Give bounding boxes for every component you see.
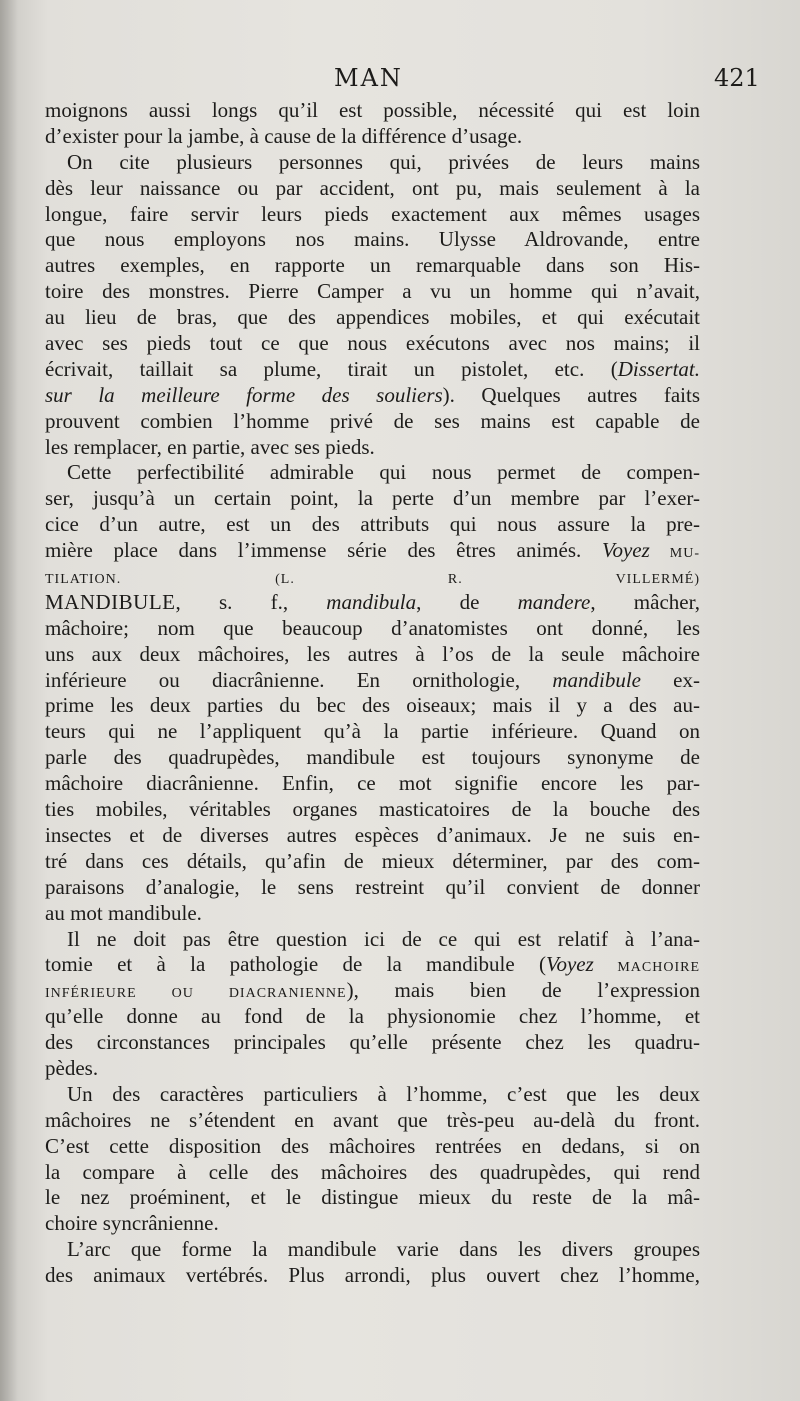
text-line — [45, 253, 700, 279]
text-line — [45, 1160, 700, 1186]
text-line — [45, 460, 700, 486]
text-segment: la compare à celle des mâchoires des quadrupèdes, qui rend — [45, 1159, 700, 1184]
running-head: MAN — [334, 64, 403, 92]
text-segment: mâchoires ne s’étendent en avant que très-peu au-delà du front. — [45, 1107, 700, 1132]
text-line — [45, 849, 700, 875]
text-segment: toire des monstres. Pierre Camper a vu un homme qui n’avait, — [45, 279, 700, 304]
text-segment: C’est cette disposition des mâchoires rentrées en dedans, si on — [45, 1133, 700, 1158]
text-line — [45, 150, 700, 176]
text-segment-italic: Dissertat. — [617, 356, 700, 381]
text-line — [45, 719, 700, 745]
text-segment: des circonstances principales qu’elle présente chez les quadru- — [45, 1030, 700, 1055]
text-line — [45, 1030, 700, 1056]
text-segment: dès leur naissance ou par accident, ont pu, mais seulement à la — [45, 175, 700, 200]
text-segment-italic: Voyez — [601, 538, 650, 563]
text-segment-italic: Voyez — [545, 952, 594, 977]
text-line — [45, 875, 700, 901]
text-line — [45, 1237, 700, 1263]
text-line — [45, 227, 700, 253]
text-line — [45, 98, 700, 124]
text-line — [45, 512, 700, 538]
text-segment: tomie et à la pathologie de la mandibule ( — [45, 952, 546, 977]
text-line — [45, 124, 700, 150]
text-line — [45, 435, 700, 461]
text-segment: que nous employons nos mains. Ulysse Aldrovande, entre — [45, 227, 700, 252]
text-line — [45, 745, 700, 771]
text-segment: , mâcher, — [590, 589, 701, 614]
text-segment-italic: mandere — [517, 589, 591, 614]
page-gutter-shadow — [0, 0, 18, 1401]
text-line — [45, 202, 700, 228]
text-segment: paraisons d’analogie, le sens restreint qu’il convient de donner — [45, 874, 700, 899]
text-segment: ties mobiles, véritables organes masticatoires de la bouche des — [45, 797, 700, 822]
text-line — [45, 901, 700, 927]
text-segment: inférieure ou diacrânienne. En ornithologie, — [45, 667, 553, 692]
text-line — [45, 1263, 700, 1289]
text-line — [45, 823, 700, 849]
text-line — [45, 279, 700, 305]
text-segment: , s. f., — [175, 589, 327, 614]
text-segment-caps: MANDIBULE — [45, 589, 176, 614]
text-segment: mâchoire diacrânienne. Enfin, ce mot signifie encore les par- — [45, 771, 700, 796]
text-segment: ). Quelques autres faits — [442, 382, 701, 407]
text-line — [45, 978, 700, 1004]
text-segment: Il ne doit pas être question ici de ce qui est relatif à l’ana- — [67, 926, 700, 951]
text-segment-italic: mandibula — [326, 589, 417, 614]
text-segment: prime les deux parties du bec des oiseaux; mais il y a des au- — [45, 693, 700, 718]
text-line — [45, 797, 700, 823]
text-line — [45, 564, 700, 590]
page-header — [0, 64, 800, 98]
text-segment: insectes et de diverses autres espèces d’animaux. Je ne suis en- — [45, 822, 700, 847]
text-segment: les remplacer, en partie, avec ses pieds. — [45, 434, 375, 459]
text-segment-italic: sur la meilleure forme des souliers — [45, 382, 443, 407]
text-segment: le nez proéminent, et le distingue mieux du reste de la mâ- — [45, 1185, 700, 1210]
text-segment: qu’elle donne au fond de la physionomie chez l’homme, et — [45, 1004, 700, 1029]
text-line — [45, 642, 700, 668]
text-line — [45, 176, 700, 202]
text-line — [45, 590, 700, 616]
page-number: 421 — [714, 64, 760, 92]
text-segment: mière place dans l’immense série des êtres animés. — [45, 538, 602, 563]
text-segment: au lieu de bras, que des appendices mobiles, et qui exécutait — [45, 305, 700, 330]
text-segment: prouvent combien l’homme privé de ses mains est capable de — [45, 408, 700, 433]
text-segment: avec ses pieds tout ce que nous exécutons avec nos mains; il — [45, 331, 700, 356]
text-line — [45, 693, 700, 719]
text-segment: autres exemples, en rapporte un remarquable dans son His- — [45, 253, 700, 278]
text-segment: On cite plusieurs personnes qui, privées de leurs mains — [67, 149, 700, 174]
text-line — [45, 771, 700, 797]
text-segment: ), mais bien de l’expression — [346, 978, 700, 1003]
text-line — [45, 668, 700, 694]
text-segment: teurs qui ne l’appliquent qu’à la partie inférieure. Quand on — [45, 719, 700, 744]
text-segment: choire syncrânienne. — [45, 1211, 219, 1236]
text-segment: Un des caractères particuliers à l’homme, c’est que les deux — [67, 1081, 700, 1106]
text-segment-smallcaps: INFÉRIEURE OU DIACRANIENNE — [45, 986, 347, 1002]
text-line — [45, 952, 700, 978]
text-segment: moignons aussi longs qu’il est possible, nécessité qui est loin — [45, 98, 700, 122]
text-line — [45, 616, 700, 642]
text-line — [45, 1108, 700, 1134]
text-line — [45, 1056, 700, 1082]
text-line — [45, 409, 700, 435]
text-line — [45, 1004, 700, 1030]
text-line — [45, 357, 700, 383]
text-segment: des animaux vertébrés. Plus arrondi, plus ouvert chez l’homme, — [45, 1263, 700, 1288]
text-segment: ex- — [640, 667, 700, 692]
text-segment: parle des quadrupèdes, mandibule est toujours synonyme de — [45, 745, 700, 770]
text-segment-smallcaps: MU- — [649, 546, 700, 562]
text-segment: cice d’un autre, est un des attributs qui nous assure la pre- — [45, 512, 700, 537]
text-segment: L’arc que forme la mandibule varie dans les divers groupes — [67, 1237, 700, 1262]
text-segment-smallcaps: TILATION. — [45, 572, 122, 588]
text-segment: mâchoire; nom que beaucoup d’anatomistes ont donné, les — [45, 615, 700, 640]
text-segment-smallcaps: (L. R. VILLERMÉ) — [275, 572, 701, 588]
text-line — [45, 927, 700, 953]
text-line — [45, 1211, 700, 1237]
text-line — [45, 305, 700, 331]
text-line — [45, 1185, 700, 1211]
text-segment: écrivait, taillait sa plume, tirait un pistolet, etc. ( — [45, 356, 618, 381]
text-line — [45, 383, 700, 409]
text-segment: au mot mandibule. — [45, 900, 202, 925]
text-segment — [121, 564, 275, 588]
text-line — [45, 1134, 700, 1160]
text-segment-italic: mandibule — [552, 667, 641, 692]
text-segment: uns aux deux mâchoires, les autres à l’os de la seule mâchoire — [45, 641, 700, 666]
text-segment: pèdes. — [45, 1055, 99, 1080]
text-segment: ser, jusqu’à un certain point, la perte d’un membre par l’exer- — [45, 486, 700, 511]
text-segment: Cette perfectibilité admirable qui nous permet de compen- — [67, 460, 700, 485]
text-line — [45, 331, 700, 357]
text-segment-smallcaps: MACHOIRE — [593, 960, 700, 976]
text-line — [45, 538, 700, 564]
text-segment: tré dans ces détails, qu’afin de mieux déterminer, par des com- — [45, 848, 700, 873]
text-segment: d’exister pour la jambe, à cause de la différence d’usage. — [45, 123, 523, 148]
text-segment: , de — [416, 589, 518, 614]
text-line — [45, 486, 700, 512]
text-line — [45, 1082, 700, 1108]
body-text — [45, 98, 700, 1289]
text-segment: longue, faire servir leurs pieds exactement aux mêmes usages — [45, 201, 700, 226]
